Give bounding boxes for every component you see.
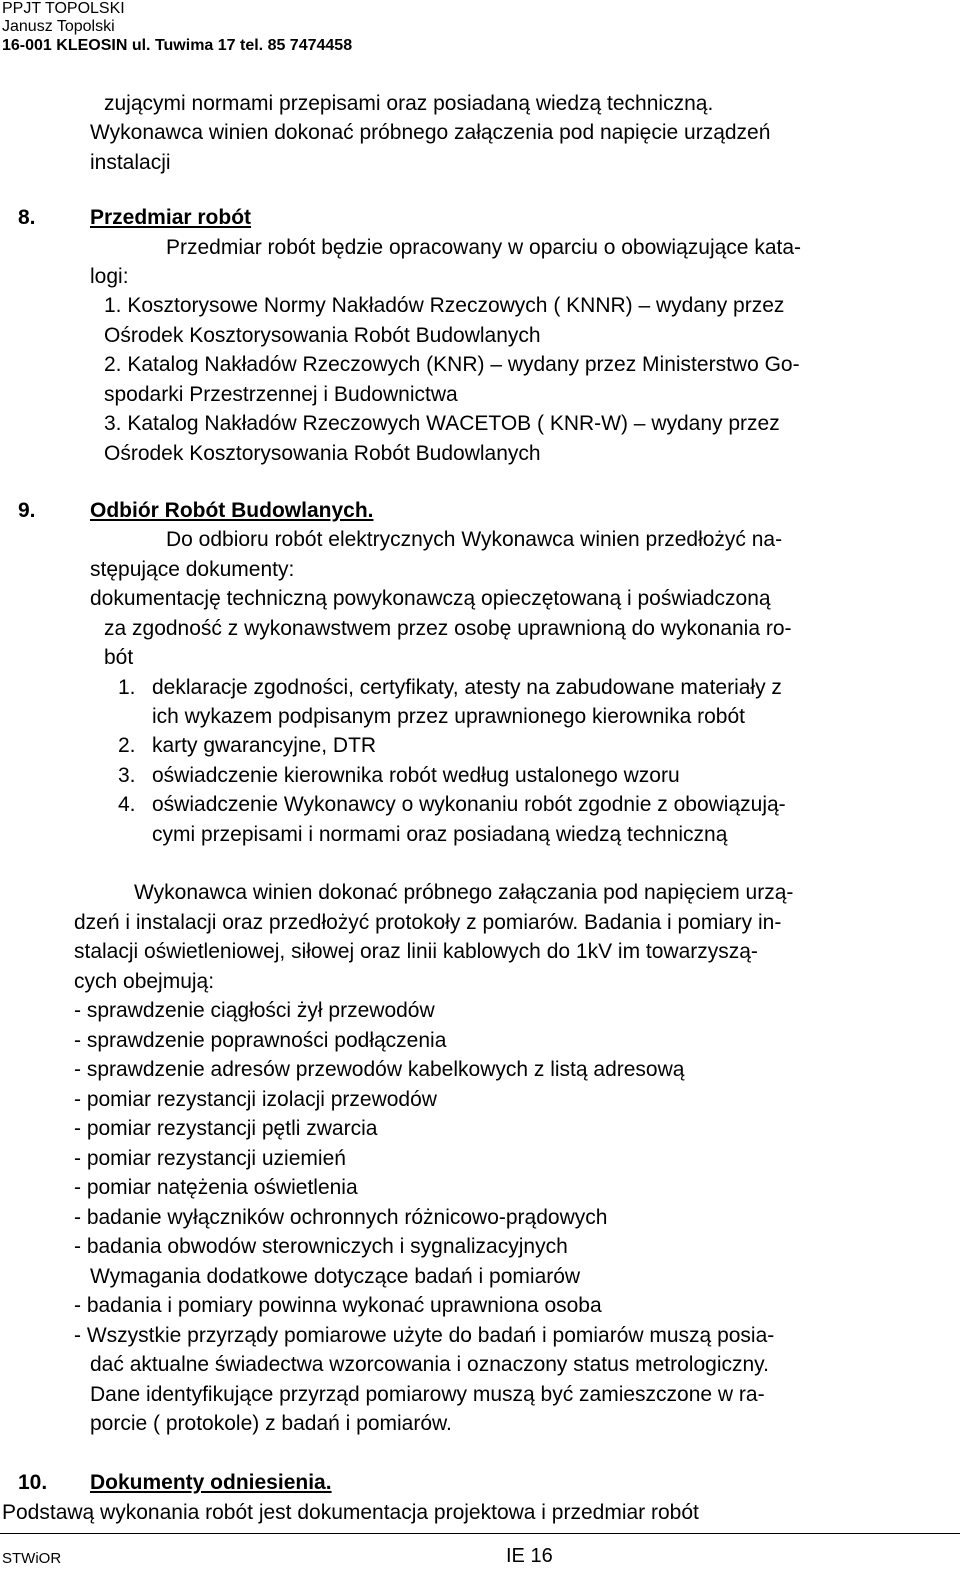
doc-item-3-number: 3. [118, 764, 136, 787]
section-8-para-2: logi: [90, 265, 129, 288]
header-name: Janusz Topolski [2, 18, 115, 35]
test-item: - pomiar rezystancji izolacji przewodów [74, 1088, 437, 1111]
test-item: - sprawdzenie ciągłości żył przewodów [74, 999, 435, 1022]
section-9-para-2: stępujące dokumenty: [90, 558, 295, 581]
requirement-item-1: - badania i pomiary powinna wykonać uprawniona osoba [74, 1294, 602, 1317]
footer-doc-code: STWiOR [2, 1550, 62, 1567]
section-10-number: 10. [18, 1471, 48, 1494]
docs-line-3: bót [104, 646, 134, 669]
section-8-number: 8. [18, 206, 36, 229]
requirement-item-2-cont: Dane identyfikujące przyrząd pomiarowy muszą być zamieszczone w ra- [90, 1383, 765, 1406]
catalog-item-3: 3. Katalog Nakładów Rzeczowych WACETOB ( KNR-W) – wydany przez [104, 412, 780, 435]
doc-item-1: deklaracje zgodności, certyfikaty, atesty na zabudowane materiały z [152, 676, 782, 699]
docs-line-1: dokumentację techniczną powykonawczą opieczętowaną i poświadczoną [90, 587, 771, 610]
tests-para-1: Wykonawca winien dokonać próbnego załączania pod napięciem urzą- [134, 881, 794, 904]
section-8-para-1: Przedmiar robót będzie opracowany w oparciu o obowiązujące kata- [166, 236, 802, 259]
intro-line-2: Wykonawca winien dokonać próbnego załączenia pod napięcie urządzeń [90, 121, 771, 144]
section-10-title: Dokumenty odniesienia. [90, 1471, 332, 1494]
section-8-title: Przedmiar robót [90, 206, 252, 229]
intro-line-1: zującymi normami przepisami oraz posiadaną wiedzą techniczną. [104, 92, 714, 115]
catalog-item-2: 2. Katalog Nakładów Rzeczowych (KNR) – wydany przez Ministerstwo Go- [104, 353, 800, 376]
tests-para-3: stalacji oświetleniowej, siłowej oraz linii kablowych do 1kV im towarzyszą- [74, 940, 758, 963]
requirements-title: Wymagania dodatkowe dotyczące badań i pomiarów [90, 1265, 581, 1288]
tests-para-2: dzeń i instalacji oraz przedłożyć protokoły z pomiarów. Badania i pomiary in- [74, 911, 782, 934]
doc-item-1-number: 1. [118, 676, 136, 699]
test-item: - pomiar rezystancji uziemień [74, 1147, 346, 1170]
doc-item-2: karty gwarancyjne, DTR [152, 734, 377, 757]
doc-item-1-cont: ich wykazem podpisanym przez uprawnionego kierownika robót [152, 705, 745, 728]
doc-item-4: oświadczenie Wykonawcy o wykonaniu robót zgodnie z obowiązują- [152, 793, 786, 816]
test-item: - sprawdzenie poprawności podłączenia [74, 1029, 447, 1052]
header-company: PPJT TOPOLSKI [2, 0, 125, 17]
section-10-para: Podstawą wykonania robót jest dokumentacja projektowa i przedmiar robót [2, 1501, 699, 1524]
catalog-item-3-cont: Ośrodek Kosztorysowania Robót Budowlanych [104, 442, 541, 465]
section-9-number: 9. [18, 499, 36, 522]
test-item: - sprawdzenie adresów przewodów kabelkowych z listą adresową [74, 1058, 685, 1081]
catalog-item-1: 1. Kosztorysowe Normy Nakładów Rzeczowych ( KNNR) – wydany przez [104, 294, 785, 317]
footer-divider [0, 1533, 960, 1534]
header-address: 16-001 KLEOSIN ul. Tuwima 17 tel. 85 7474458 [2, 37, 353, 54]
doc-item-2-number: 2. [118, 734, 136, 757]
test-item: - badania obwodów sterowniczych i sygnalizacyjnych [74, 1235, 568, 1258]
requirement-item-2: - Wszystkie przyrządy pomiarowe użyte do badań i pomiarów muszą posia- [74, 1324, 775, 1347]
test-item: - pomiar rezystancji pętli zwarcia [74, 1117, 378, 1140]
docs-line-2: za zgodność z wykonawstwem przez osobę uprawnioną do wykonania ro- [104, 617, 792, 640]
test-item: - pomiar natężenia oświetlenia [74, 1176, 358, 1199]
doc-item-4-cont: cymi przepisami i normami oraz posiadaną wiedzą techniczną [152, 823, 728, 846]
doc-item-4-number: 4. [118, 793, 136, 816]
intro-line-3: instalacji [90, 151, 171, 174]
requirement-item-2-cont: porcie ( protokole) z badań i pomiarów. [90, 1412, 452, 1435]
catalog-item-1-cont: Ośrodek Kosztorysowania Robót Budowlanych [104, 324, 541, 347]
tests-para-4: cych obejmują: [74, 970, 215, 993]
section-9-title: Odbiór Robót Budowlanych. [90, 499, 374, 522]
requirement-item-2-cont: dać aktualne świadectwa wzorcowania i oznaczony status metrologiczny. [90, 1353, 769, 1376]
section-9-para-1: Do odbioru robót elektrycznych Wykonawca winien przedłożyć na- [166, 528, 783, 551]
test-item: - badanie wyłączników ochronnych różnicowo-prądowych [74, 1206, 608, 1229]
doc-item-3: oświadczenie kierownika robót według ustalonego wzoru [152, 764, 680, 787]
catalog-item-2-cont: spodarki Przestrzennej i Budownictwa [104, 383, 458, 406]
footer-page-number: IE 16 [506, 1545, 553, 1567]
